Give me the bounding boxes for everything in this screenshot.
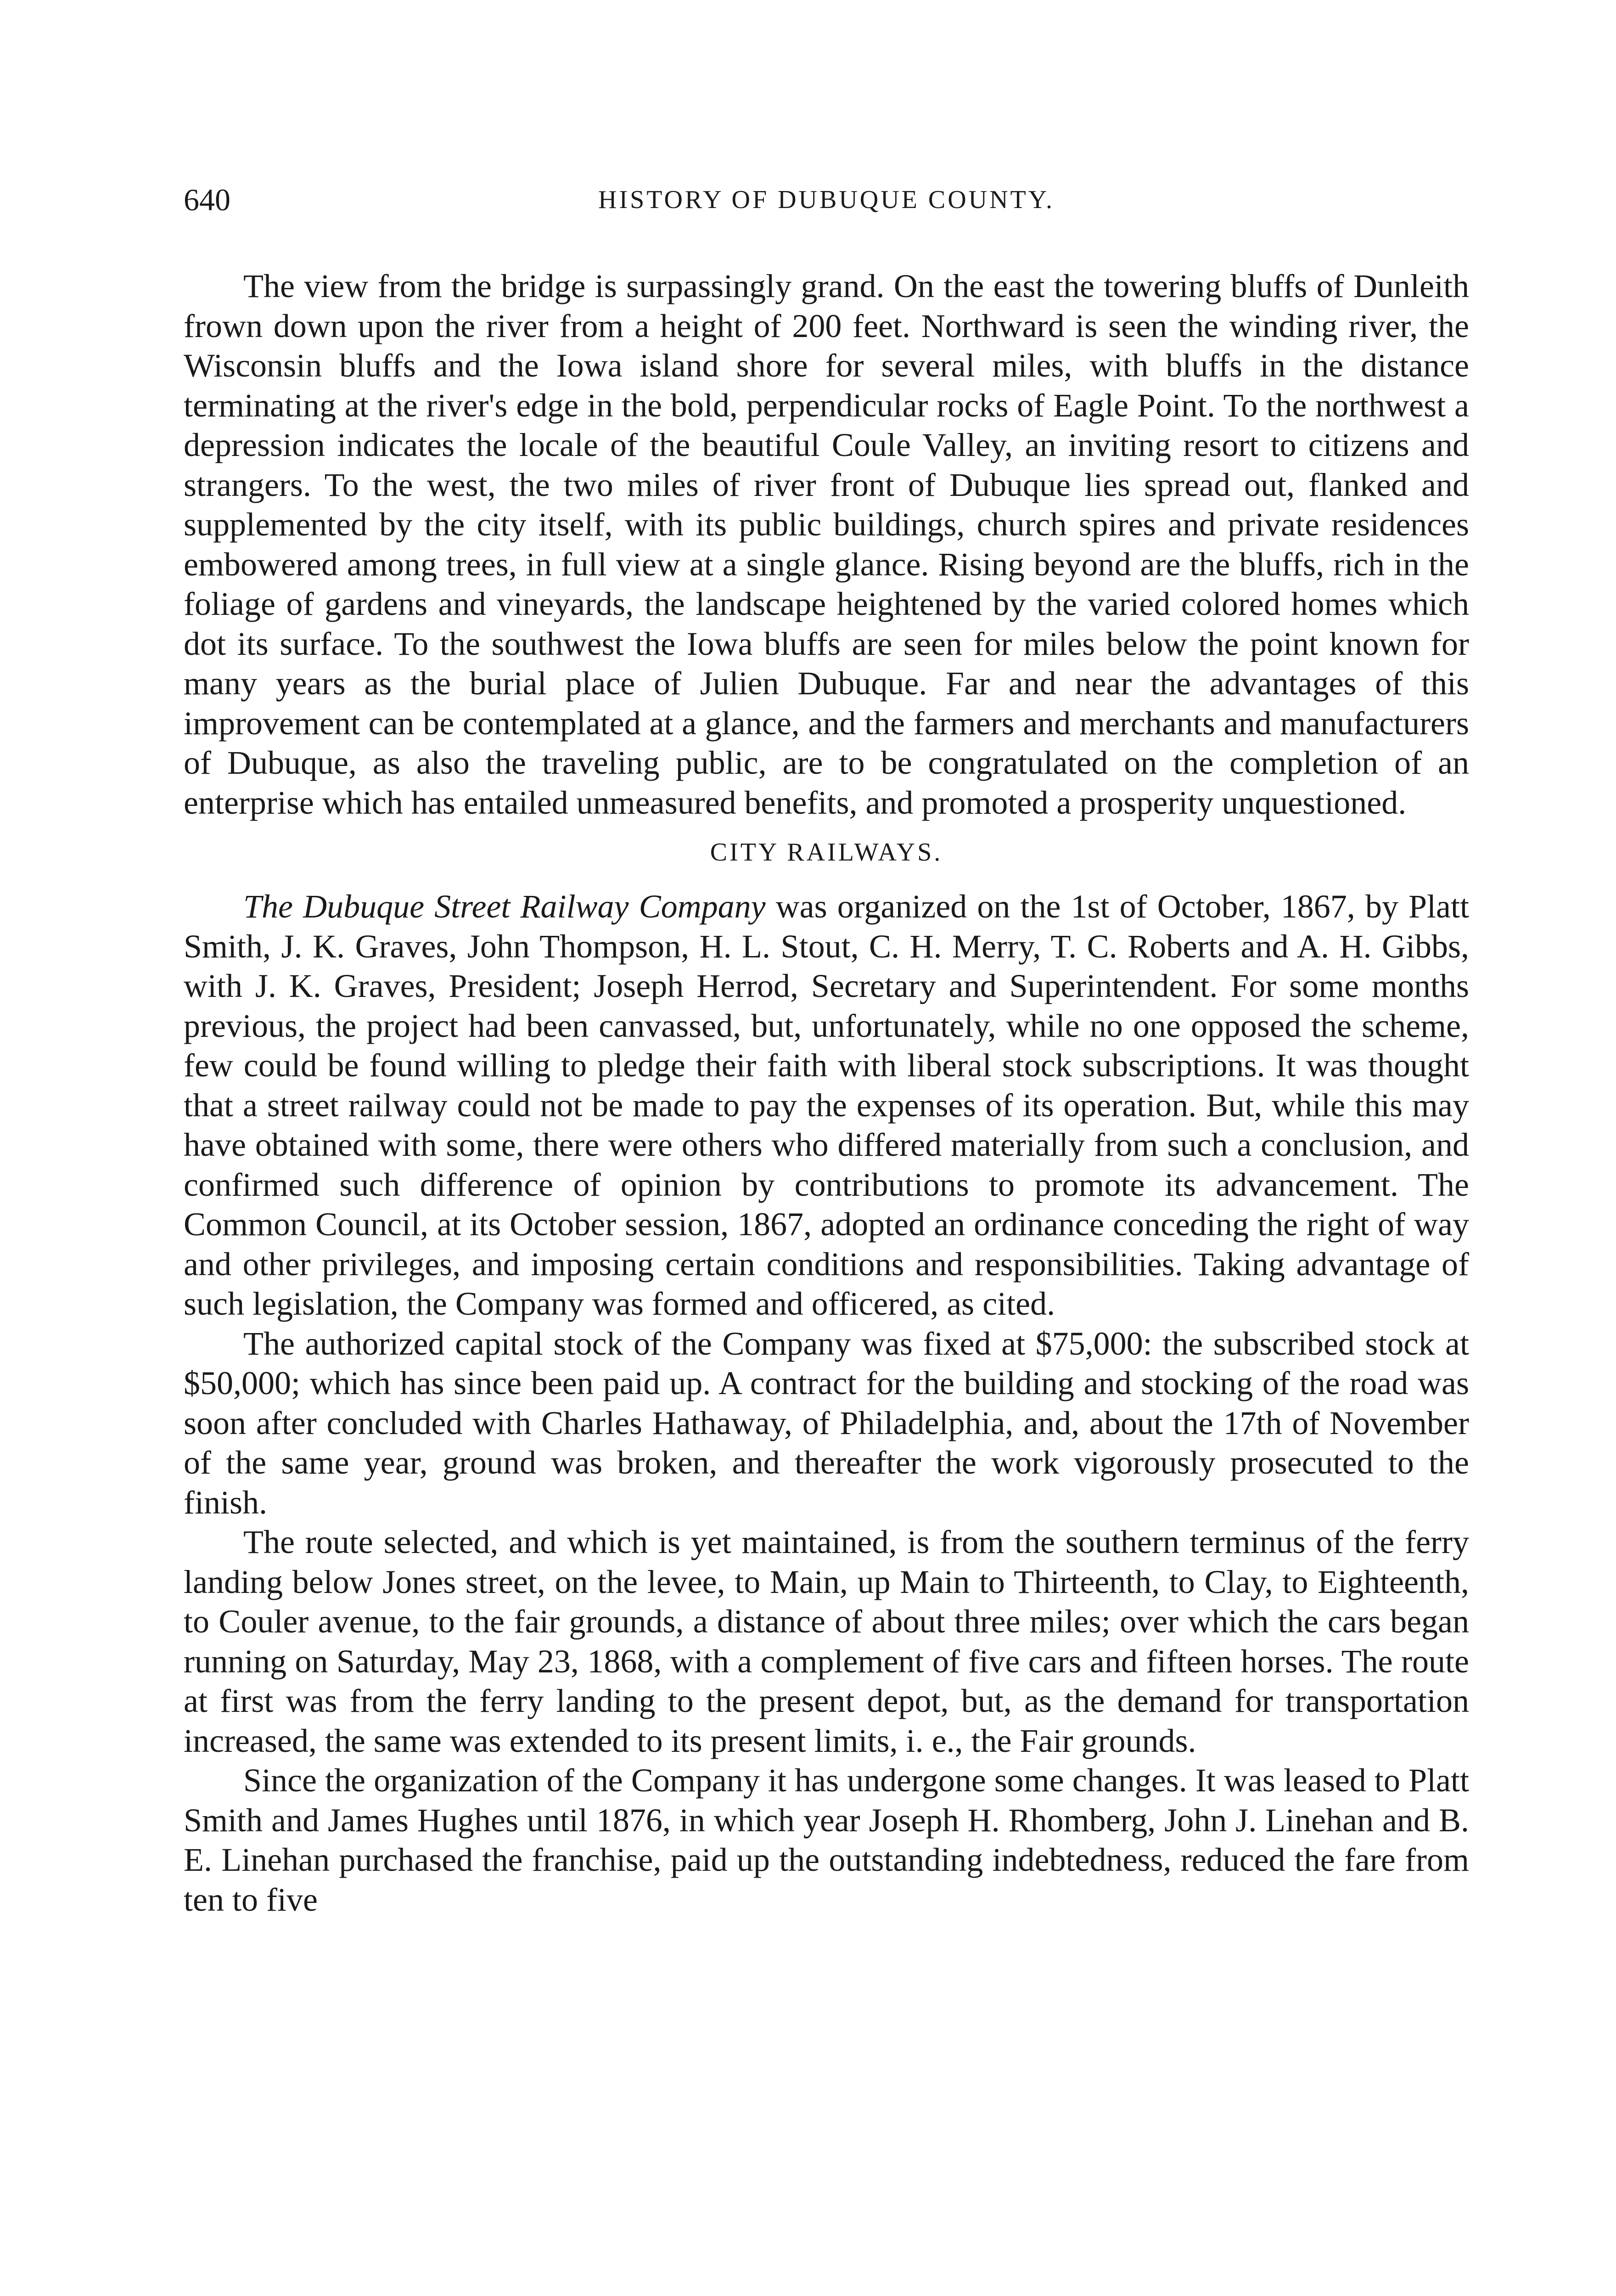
paragraph-capital-stock: The authorized capital stock of the Company was fixed at $75,000: the subscribed stock at $50,000; which has since been paid up. A contract for the building and stocking of the road was soon after concluded with Charles Hathaway, of Philadelphia, and, about the 17th of November of the same year, ground was broken, and thereafter the work vigorously prosecuted to the finish. <box>184 1325 1469 1521</box>
section-heading: CITY RAILWAYS. <box>710 838 943 867</box>
paragraph-changes: Since the organization of the Company it has undergone some changes. It was leased to Platt Smith and James Hughes until 1876, in which year Joseph H. Rhomberg, John J. Linehan and B. E. Linehan purchased the franchise, paid up the outstanding indebtedness, reduced the fare from ten to five <box>184 1762 1469 1918</box>
running-head <box>184 179 1469 220</box>
paragraph-organization-text: was organized on the 1st of October, 1867, by Platt Smith, J. K. Graves, John Thompson, H. L. Stout, C. H. Merry, T. C. Roberts and A. H. Gibbs, with J. K. Graves, President; Joseph Herrod, Secretary and Superintendent. For some months previous, the project had been canvassed, but, unfortunately, while no one opposed the scheme, few could be found willing to pledge their faith with liberal stock subscriptions. It was thought that a street railway could not be made to pay the expenses of its operation. But, while this may have obtained with some, there were others who differed materially from such a conclusion, and confirmed such difference of opinion by contributions to promote its advancement. The Common Council, at its October session, 1867, adopted an ordinance conceding the right of way and other privileges, and imposing certain conditions and responsibilities. Taking advantage of such legislation, the Company was formed and officered, as cited. <box>184 888 1469 1322</box>
company-name: The Dubuque Street Railway Company <box>243 888 766 925</box>
body-text <box>184 266 1469 1919</box>
paragraph-route: The route selected, and which is yet maintained, is from the southern terminus of the ferry landing below Jones street, on the levee, to Main, up Main to Thirteenth, to Clay, to Eighteenth, to Couler avenue, to the fair grounds, a distance of about three miles; over which the cars began running on Saturday, May 23, 1868, with a complement of five cars and fifteen horses. The route at first was from the ferry landing to the present depot, but, as the demand for transportation increased, the same was extended to its present limits, i. e., the Fair grounds. <box>184 1524 1469 1759</box>
paragraph-bridge-view: The view from the bridge is surpassingly grand. On the east the towering bluffs of Dunleith frown down upon the river from a height of 200 feet. Northward is seen the winding river, the Wisconsin bluffs and the Iowa island shore for several miles, with bluffs in the distance terminating at the river's edge in the bold, perpendicular rocks of Eagle Point. To the northwest a depression indicates the locale of the beautiful Coule Valley, an inviting resort to citizens and strangers. To the west, the two miles of river front of Dubuque lies spread out, flanked and supplemented by the city itself, with its public buildings, church spires and private residences embowered among trees, in full view at a single glance. Rising beyond are the bluffs, rich in the foliage of gardens and vineyards, the landscape heightened by the varied colored homes which dot its surface. To the southwest the Iowa bluffs are seen for miles below the point known for many years as the burial place of Julien Dubuque. Far and near the advantages of this improvement can be contemplated at a glance, and the farmers and merchants and manufacturers of Dubuque, as also the traveling public, are to be congratulated on the completion of an enterprise which has entailed unmeasured benefits, and promoted a prosperity unquestioned. <box>184 268 1469 821</box>
running-title: HISTORY OF DUBUQUE COUNTY. <box>598 186 1055 214</box>
page-number: 640 <box>184 182 230 217</box>
paragraph-organization <box>184 887 1469 1324</box>
